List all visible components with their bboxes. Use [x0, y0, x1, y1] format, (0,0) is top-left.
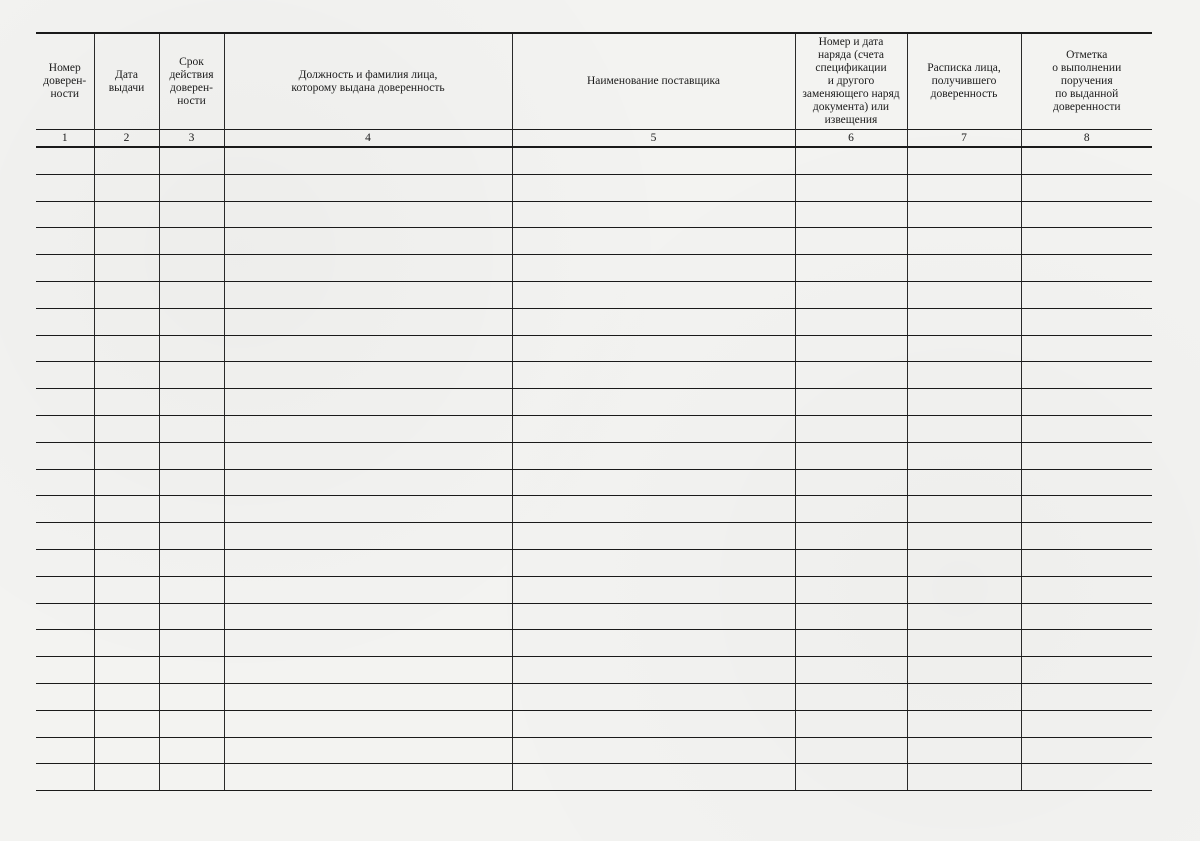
column-number: 2: [94, 130, 159, 148]
table-cell: [512, 683, 795, 710]
table-cell: [907, 683, 1021, 710]
table-cell: [907, 523, 1021, 550]
table-row: [36, 523, 1152, 550]
table-cell: [94, 469, 159, 496]
column-number: 7: [907, 130, 1021, 148]
table-row: [36, 737, 1152, 764]
table-cell: [1021, 201, 1152, 228]
column-number: 5: [512, 130, 795, 148]
table-cell: [907, 174, 1021, 201]
table-cell: [36, 442, 94, 469]
table-cell: [224, 389, 512, 416]
table-cell: [36, 683, 94, 710]
table-cell: [159, 523, 224, 550]
table-cell: [224, 764, 512, 791]
header-recipient-signature: Расписка лица, получившего доверенность: [907, 33, 1021, 130]
table-cell: [1021, 630, 1152, 657]
table-cell: [1021, 469, 1152, 496]
table-cell: [795, 630, 907, 657]
table-cell: [36, 281, 94, 308]
table-cell: [795, 764, 907, 791]
table-row: [36, 147, 1152, 174]
table-cell: [94, 442, 159, 469]
table-cell: [1021, 147, 1152, 174]
table-cell: [224, 174, 512, 201]
table-cell: [224, 737, 512, 764]
table-cell: [94, 335, 159, 362]
table-row: [36, 174, 1152, 201]
table-cell: [159, 496, 224, 523]
table-cell: [224, 469, 512, 496]
table-cell: [795, 496, 907, 523]
table-row: [36, 415, 1152, 442]
table-cell: [94, 764, 159, 791]
table-cell: [159, 710, 224, 737]
table-cell: [224, 362, 512, 389]
table-row: [36, 335, 1152, 362]
table-cell: [224, 147, 512, 174]
table-cell: [512, 308, 795, 335]
table-cell: [512, 335, 795, 362]
table-cell: [512, 657, 795, 684]
table-cell: [795, 576, 907, 603]
table-cell: [907, 764, 1021, 791]
table-cell: [795, 281, 907, 308]
table-cell: [512, 496, 795, 523]
table-cell: [94, 576, 159, 603]
table-cell: [1021, 362, 1152, 389]
table-cell: [94, 496, 159, 523]
table-row: [36, 657, 1152, 684]
table-cell: [159, 389, 224, 416]
table-cell: [36, 174, 94, 201]
header-row: [36, 33, 1152, 130]
table-cell: [36, 308, 94, 335]
table-cell: [512, 174, 795, 201]
table-cell: [36, 389, 94, 416]
table-cell: [907, 657, 1021, 684]
table-cell: [1021, 523, 1152, 550]
table-row: [36, 308, 1152, 335]
table-cell: [907, 630, 1021, 657]
table-cell: [512, 147, 795, 174]
table-cell: [907, 737, 1021, 764]
header-attorney-number: Номер доверен- ности: [36, 33, 94, 130]
table-cell: [224, 683, 512, 710]
table-cell: [795, 389, 907, 416]
table-cell: [512, 362, 795, 389]
power-of-attorney-register-table: [36, 32, 1152, 791]
table-cell: [795, 174, 907, 201]
table-cell: [36, 657, 94, 684]
table-cell: [512, 442, 795, 469]
table-row: [36, 549, 1152, 576]
table-cell: [907, 576, 1021, 603]
table-cell: [36, 362, 94, 389]
table-cell: [36, 201, 94, 228]
table-cell: [159, 228, 224, 255]
table-cell: [36, 228, 94, 255]
table-cell: [94, 710, 159, 737]
table-cell: [94, 362, 159, 389]
table-cell: [159, 281, 224, 308]
table-cell: [36, 737, 94, 764]
table-row: [36, 362, 1152, 389]
table-cell: [512, 710, 795, 737]
table-cell: [94, 201, 159, 228]
table-cell: [36, 603, 94, 630]
table-cell: [512, 630, 795, 657]
table-cell: [159, 469, 224, 496]
table-cell: [1021, 737, 1152, 764]
table-cell: [36, 576, 94, 603]
table-cell: [1021, 496, 1152, 523]
table-cell: [795, 710, 907, 737]
table-cell: [159, 630, 224, 657]
table-cell: [224, 496, 512, 523]
header-completion-mark: Отметка о выполнении поручения по выданной доверенности: [1021, 33, 1152, 130]
table-cell: [512, 737, 795, 764]
table-cell: [907, 362, 1021, 389]
table-cell: [1021, 174, 1152, 201]
table-cell: [224, 442, 512, 469]
table-cell: [795, 335, 907, 362]
table-cell: [907, 228, 1021, 255]
table-cell: [94, 523, 159, 550]
table-row: [36, 228, 1152, 255]
table-row: [36, 442, 1152, 469]
table-row: [36, 389, 1152, 416]
table-cell: [94, 308, 159, 335]
table-cell: [1021, 281, 1152, 308]
table-row: [36, 603, 1152, 630]
table-cell: [512, 576, 795, 603]
table-cell: [94, 228, 159, 255]
table-cell: [36, 523, 94, 550]
table-cell: [907, 335, 1021, 362]
table-row: [36, 764, 1152, 791]
table-cell: [512, 281, 795, 308]
table-cell: [224, 415, 512, 442]
column-number: 1: [36, 130, 94, 148]
table-cell: [795, 147, 907, 174]
table-row: [36, 201, 1152, 228]
table-cell: [94, 147, 159, 174]
table-cell: [795, 228, 907, 255]
table-cell: [907, 201, 1021, 228]
table-cell: [224, 308, 512, 335]
table-cell: [907, 469, 1021, 496]
header-issue-date: Дата выдачи: [94, 33, 159, 130]
table-cell: [159, 603, 224, 630]
table-cell: [907, 147, 1021, 174]
table-cell: [795, 523, 907, 550]
table-cell: [1021, 764, 1152, 791]
header-validity-period: Срок действия доверен- ности: [159, 33, 224, 130]
table-row: [36, 469, 1152, 496]
table-cell: [1021, 255, 1152, 282]
table-cell: [94, 255, 159, 282]
table-cell: [1021, 442, 1152, 469]
table-row: [36, 281, 1152, 308]
table-cell: [159, 147, 224, 174]
table-cell: [795, 255, 907, 282]
column-number: 3: [159, 130, 224, 148]
table-cell: [1021, 576, 1152, 603]
table-cell: [94, 415, 159, 442]
table-cell: [159, 576, 224, 603]
table-cell: [907, 308, 1021, 335]
table-cell: [512, 228, 795, 255]
table-cell: [159, 764, 224, 791]
table-cell: [159, 255, 224, 282]
table-cell: [907, 255, 1021, 282]
table-cell: [795, 549, 907, 576]
table-cell: [224, 255, 512, 282]
column-number: 6: [795, 130, 907, 148]
table-cell: [94, 683, 159, 710]
table-cell: [907, 603, 1021, 630]
table-cell: [795, 737, 907, 764]
table-cell: [1021, 603, 1152, 630]
table-cell: [512, 255, 795, 282]
table-cell: [94, 389, 159, 416]
table-cell: [795, 415, 907, 442]
table-cell: [1021, 335, 1152, 362]
table-row: [36, 683, 1152, 710]
header-position-and-name: Должность и фамилия лица, которому выдана доверенность: [224, 33, 512, 130]
table-cell: [159, 442, 224, 469]
column-number-row: [36, 130, 1152, 148]
table-cell: [159, 683, 224, 710]
header-order-number-and-date: Номер и дата наряда (счета спецификации и другого заменяющего наряд документа) или извещения: [795, 33, 907, 130]
column-number: 4: [224, 130, 512, 148]
table-cell: [159, 657, 224, 684]
table-row: [36, 630, 1152, 657]
table-cell: [512, 764, 795, 791]
table-cell: [224, 335, 512, 362]
table-cell: [224, 201, 512, 228]
table-row: [36, 576, 1152, 603]
table-cell: [1021, 308, 1152, 335]
table-cell: [94, 630, 159, 657]
table-cell: [36, 469, 94, 496]
column-number: 8: [1021, 130, 1152, 148]
table-cell: [512, 389, 795, 416]
table-cell: [159, 737, 224, 764]
table-cell: [36, 415, 94, 442]
table-row: [36, 496, 1152, 523]
table-cell: [512, 415, 795, 442]
register-body: [36, 147, 1152, 791]
table-cell: [224, 603, 512, 630]
table-cell: [224, 228, 512, 255]
table-cell: [36, 255, 94, 282]
table-cell: [159, 308, 224, 335]
header-supplier-name: Наименование поставщика: [512, 33, 795, 130]
table-row: [36, 710, 1152, 737]
table-cell: [1021, 549, 1152, 576]
table-cell: [36, 630, 94, 657]
table-cell: [94, 174, 159, 201]
table-cell: [224, 657, 512, 684]
table-cell: [907, 389, 1021, 416]
table-cell: [94, 549, 159, 576]
table-cell: [224, 549, 512, 576]
table-cell: [224, 281, 512, 308]
table-cell: [36, 764, 94, 791]
table-cell: [159, 549, 224, 576]
table-cell: [1021, 683, 1152, 710]
table-cell: [94, 281, 159, 308]
table-cell: [907, 281, 1021, 308]
table-cell: [795, 603, 907, 630]
table-cell: [94, 657, 159, 684]
table-cell: [1021, 389, 1152, 416]
table-cell: [907, 549, 1021, 576]
table-cell: [795, 201, 907, 228]
table-cell: [795, 308, 907, 335]
table-cell: [1021, 228, 1152, 255]
table-cell: [94, 603, 159, 630]
table-cell: [1021, 710, 1152, 737]
table-cell: [512, 201, 795, 228]
table-cell: [36, 335, 94, 362]
table-cell: [159, 335, 224, 362]
table-cell: [224, 710, 512, 737]
table-cell: [795, 362, 907, 389]
table-row: [36, 255, 1152, 282]
table-cell: [512, 603, 795, 630]
table-cell: [795, 442, 907, 469]
table-cell: [907, 496, 1021, 523]
table-cell: [36, 147, 94, 174]
table-cell: [512, 469, 795, 496]
table-cell: [907, 710, 1021, 737]
table-cell: [36, 710, 94, 737]
table-cell: [907, 442, 1021, 469]
table-cell: [224, 523, 512, 550]
table-cell: [795, 657, 907, 684]
table-cell: [512, 523, 795, 550]
table-cell: [159, 415, 224, 442]
table-cell: [159, 362, 224, 389]
table-cell: [94, 737, 159, 764]
table-cell: [795, 683, 907, 710]
table-cell: [224, 576, 512, 603]
table-cell: [1021, 415, 1152, 442]
table-cell: [907, 415, 1021, 442]
table-cell: [159, 201, 224, 228]
table-cell: [512, 549, 795, 576]
table-cell: [1021, 657, 1152, 684]
table-cell: [36, 496, 94, 523]
table-cell: [159, 174, 224, 201]
table-cell: [36, 549, 94, 576]
table-cell: [224, 630, 512, 657]
table-cell: [795, 469, 907, 496]
